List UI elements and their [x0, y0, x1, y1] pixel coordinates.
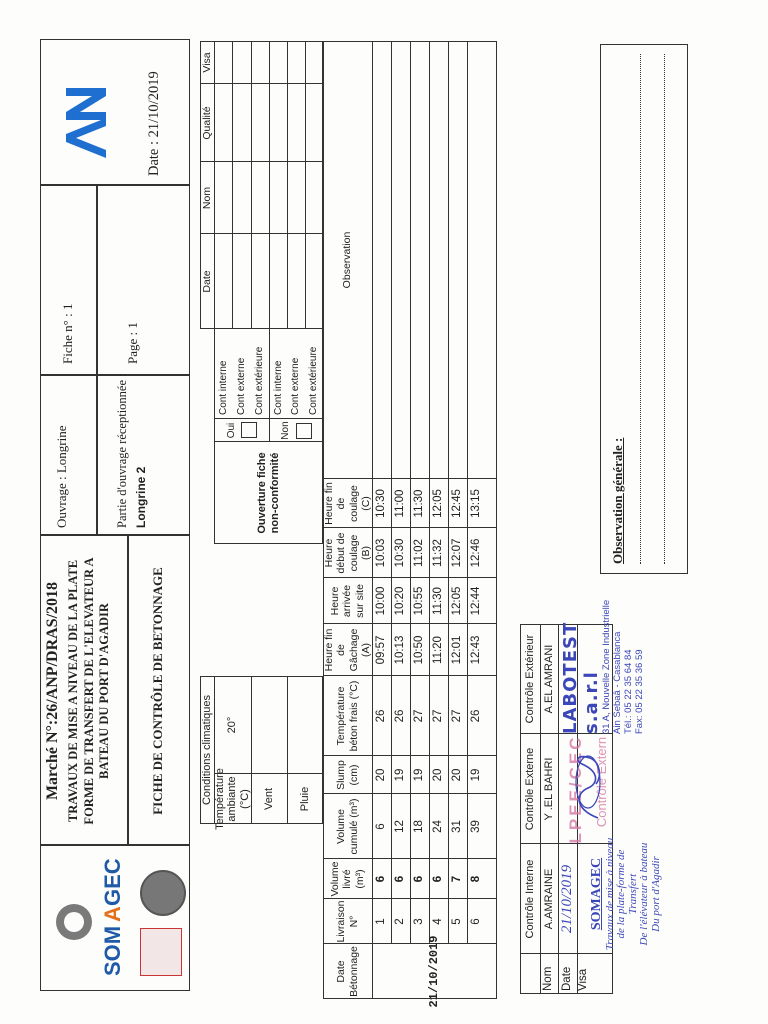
- svg-text:SOM: SOM: [100, 925, 125, 976]
- row-2-livraison: 2: [393, 918, 406, 925]
- row-6-volume-livre: 8: [469, 875, 482, 883]
- row-2-arrivee: 10:20: [393, 586, 406, 616]
- oui-checkbox[interactable]: [241, 423, 257, 439]
- sig-date-interne: 21/10/2019: [558, 864, 575, 934]
- row-5-fin-coulage: 12:45: [450, 489, 463, 518]
- row-6-temperature: 26: [469, 709, 482, 723]
- row-1-debut-coulage: 10:03: [374, 538, 387, 568]
- nc-option-4: Cont interne: [273, 360, 284, 415]
- row-5-observation: [448, 41, 467, 479]
- row-3-temperature: 27: [412, 709, 425, 723]
- fiche-number: Fiche n° : 1: [60, 303, 75, 364]
- row-1-volume-cumule: 6: [374, 823, 387, 830]
- row-3-arrivee: 10:55: [412, 586, 425, 616]
- row-1-arrivee: 10:00: [374, 586, 387, 616]
- row-4-observation: [429, 41, 448, 479]
- row-4-slump: 20: [431, 768, 444, 782]
- row-6-debut-coulage: 12:46: [469, 538, 482, 568]
- non-label: Non: [280, 421, 292, 440]
- visa-header-nom: Nom: [200, 186, 213, 210]
- row-3-fin-gachage: 10:50: [412, 635, 425, 665]
- row-4-temperature: 27: [431, 709, 444, 723]
- nc-option-3: Cont extérieure: [254, 346, 265, 415]
- climate-rain-label: Pluie: [298, 786, 311, 812]
- climate-title: Conditions climatiques: [200, 694, 213, 806]
- observation-line-1[interactable]: [640, 54, 641, 564]
- row-4-debut-coulage: 11:32: [431, 539, 444, 567]
- row-1-fin-coulage: 10:30: [374, 489, 387, 518]
- row-3-slump: 19: [412, 768, 425, 782]
- visa-header-visa: Visa: [200, 52, 213, 73]
- somagec-stamp: SOMAGEC Travaux de mise à niveau de la plate-forme de Transfert De l'élévateur à bateau Du port d'Agadir: [589, 837, 662, 951]
- visa-header-date: Date: [200, 270, 213, 293]
- row-4-fin-gachage: 11:20: [431, 636, 444, 664]
- oui-box[interactable]: [214, 419, 269, 442]
- row-2-volume-cumule: 12: [393, 820, 406, 833]
- sig-title-interne: Contrôle Interne: [523, 859, 536, 939]
- col-header-fin-coulage: Heure fin de coulage (C): [323, 482, 372, 525]
- row-6-volume-cumule: 39: [469, 820, 482, 833]
- row-5-livraison: 5: [450, 918, 463, 925]
- sig-name-interne: A.AMRAINE: [542, 868, 555, 930]
- sig-row-date: Date: [560, 966, 573, 991]
- row-3-livraison: 3: [412, 918, 425, 925]
- travaux-title: TRAVAUX DE MISE A NIVEAU DE LA PLATE FORME DE TRANSFERT DE L'ELEVATEUR A BATEAU DU PORT D'AGADIR: [66, 557, 112, 825]
- sig-name-exterieur: A.EL AMRANI: [542, 644, 555, 714]
- visa-header-qualite: Qualité: [200, 106, 213, 140]
- partie-label: Partie d'ouvrage réceptionnée :: [115, 373, 129, 528]
- nc-option-1: Cont interne: [218, 360, 229, 415]
- row-2-fin-gachage: 10:13: [393, 635, 406, 665]
- climate-temp-value: 20°: [226, 716, 239, 734]
- row-5-fin-gachage: 12:01: [450, 635, 463, 665]
- row-2-temperature: 26: [393, 709, 406, 723]
- row-3-fin-coulage: 11:30: [412, 489, 425, 518]
- row-5-slump: 20: [450, 768, 463, 782]
- anp-logo: [56, 64, 116, 164]
- sig-row-visa: Visa: [577, 968, 589, 991]
- row-2-debut-coulage: 10:30: [393, 538, 406, 568]
- col-header-arrivee: Heure arrivée sur site: [329, 584, 366, 618]
- row-4-volume-cumule: 24: [431, 820, 444, 833]
- observation-line-2[interactable]: [664, 54, 665, 564]
- row-5-debut-coulage: 12:07: [450, 538, 463, 568]
- climate-temp-label: Température ambiante (°C): [213, 768, 251, 830]
- svg-text:GEC: GEC: [100, 858, 125, 906]
- crest-emblem: [140, 870, 186, 916]
- row-3-observation: [410, 41, 429, 479]
- row-1-slump: 20: [374, 768, 387, 782]
- row-6-arrivee: 12:44: [469, 586, 482, 616]
- sig-title-externe: Contrôle Externe: [523, 747, 536, 831]
- row-5-volume-cumule: 31: [450, 820, 463, 833]
- row-2-slump: 19: [393, 768, 406, 782]
- row-4-volume-livre: 6: [431, 875, 444, 883]
- page-number: Page : 1: [125, 322, 140, 364]
- row-6-slump: 19: [469, 768, 482, 782]
- row-6-fin-gachage: 12:43: [469, 635, 482, 665]
- col-header-volume-cumule: Volume cumulé (m³): [335, 798, 360, 855]
- externe-signature: [570, 744, 606, 824]
- col-header-volume-livre: Volume livré (m³): [329, 861, 366, 897]
- row-6-fin-coulage: 13:15: [469, 489, 482, 518]
- somagec-logo: [48, 852, 138, 984]
- sig-name-externe: Y .EL BAHRI: [542, 757, 555, 821]
- concrete-date: 21/10/2019: [426, 935, 441, 1008]
- ouvrage-label: Ouvrage : Longrine: [54, 425, 69, 528]
- nc-option-2: Cont externe: [236, 357, 247, 415]
- col-header-temperature: Température béton frais (°C): [335, 680, 360, 752]
- row-3-volume-livre: 6: [412, 875, 425, 883]
- col-header-fin-gachage: Heure fin de Gâchage (A): [323, 628, 372, 672]
- col-header-observation: Observation: [341, 231, 354, 289]
- svg-text:A: A: [100, 906, 125, 922]
- labotest-stamp: LABOTEST s.a.r.l 31 A, Nouvelle Zone Industrielle Ain Sebaâ - Casablanca Tél.: 05 22 35 64 84 Fax: 05 22 35 36 59: [560, 599, 645, 734]
- col-header-debut-coulage: Heure début de coulage (B): [323, 532, 372, 574]
- col-header-date: Date Bétonnage: [335, 946, 360, 997]
- climate-rain-value: [287, 676, 323, 774]
- row-5-arrivee: 12:05: [450, 586, 463, 616]
- row-1-observation: [372, 41, 391, 479]
- row-6-observation: [467, 41, 486, 479]
- row-1-volume-livre: 6: [374, 875, 387, 883]
- row-3-volume-cumule: 18: [412, 820, 425, 833]
- row-6-livraison: 6: [469, 918, 482, 925]
- nc-option-6: Cont extérieure: [308, 346, 319, 415]
- row-3-debut-coulage: 11:02: [412, 539, 425, 567]
- row-2-volume-livre: 6: [393, 875, 406, 883]
- climate-wind-value: [251, 676, 287, 774]
- header-date: Date : 21/10/2019: [146, 71, 162, 176]
- sig-row-nom: Nom: [542, 966, 555, 991]
- row-1-temperature: 26: [374, 709, 387, 723]
- oui-label: Oui: [225, 422, 237, 439]
- col-header-slump: Slump (cm): [335, 760, 360, 790]
- partie-value: Longrine 2: [134, 466, 148, 528]
- row-5-volume-livre: 7: [450, 875, 463, 883]
- row-4-livraison: 4: [431, 918, 444, 925]
- observation-title: Observation générale :: [610, 437, 625, 564]
- nonconformity-label: Ouverture fiche non-conformité: [255, 452, 281, 534]
- lpee-stamp: LPEE/CEC: [566, 734, 585, 844]
- nc-option-5: Cont externe: [290, 357, 301, 415]
- fiche-title: FICHE DE CONTRÔLE DE BETONNAGE: [150, 567, 165, 815]
- row-1-livraison: 1: [374, 918, 387, 925]
- sig-title-exterieur: Contrôle Extérieur: [523, 634, 536, 724]
- row-4-fin-coulage: 12:05: [431, 489, 444, 518]
- lpee-emblem: [140, 928, 182, 976]
- row-2-observation: [391, 41, 410, 479]
- lpee-stamp-sub: Contrôle Extern: [594, 736, 609, 828]
- climate-wind-label: Vent: [262, 787, 275, 811]
- row-2-fin-coulage: 11:00: [393, 489, 406, 518]
- row-1-fin-gachage: 09:57: [374, 635, 387, 665]
- col-header-livraison: Livraison N°: [335, 900, 360, 943]
- row-5-temperature: 27: [450, 709, 463, 723]
- non-checkbox[interactable]: [296, 423, 312, 439]
- row-4-arrivee: 11:30: [431, 587, 444, 615]
- marche-number: Marché N°:26/ANP/DRAS/2018: [44, 581, 61, 801]
- non-box[interactable]: [269, 419, 323, 442]
